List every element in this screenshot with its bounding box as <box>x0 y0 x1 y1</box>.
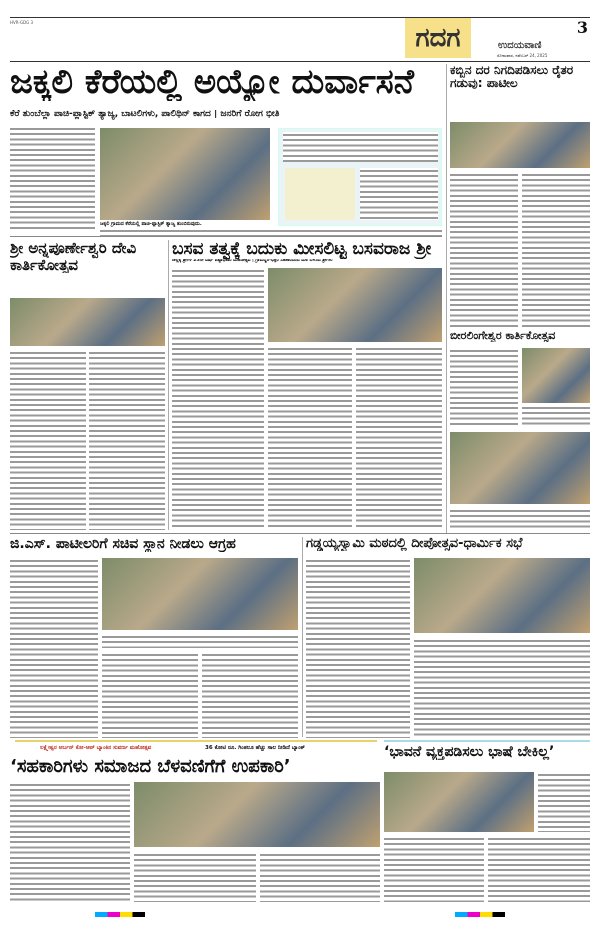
basava-headline: ಬಸವ ತತ್ವಕ್ಕೆ ಬದುಕು ಮೀಸಲಿಟ್ಟ ಬಸವರಾಜ ಶ್ರೀ <box>172 240 432 259</box>
farmers-photo <box>450 122 590 168</box>
page-code: HVR-GDG 3 <box>10 20 34 25</box>
bank-kicker-2: 36 ಕೋಟಿ ರೂ. ಗಿಂತಲೂ ಹೆಚ್ಚು ಸಾಲ ನೀಡಿದೆ ಬ್ಯಾಂಕ್ <box>205 745 305 751</box>
color-registration-marks <box>95 912 145 917</box>
language-photo <box>384 772 534 832</box>
patil-photo <box>102 558 298 630</box>
bank-kicker: ಲಕ್ಷ್ಮೇಶ್ವರ ಅರ್ಬನ್ ಕೋ-ಆಪ್ ಬ್ಯಾಂಕಿನ ಸುವರ್ಣ ಮಹೋತ್ಸವ <box>40 745 152 751</box>
lake-photo <box>100 128 270 220</box>
date: ಸೋಮವಾರ, ನವೆಂಬರ್ 24, 2025 <box>497 53 548 58</box>
annapurna-headline: ಶ್ರೀ ಅನ್ನಪೂರ್ಣೇಶ್ವರಿ ದೇವಿ ಕಾರ್ತಿಕೋತ್ಸವ <box>10 240 137 273</box>
beeralinga-headline: ಬೀರಲಿಂಗೇಶ್ವರ ಕಾರ್ತಿಕೋತ್ಸವ <box>450 330 556 342</box>
lead-headline: ಜಕ್ಕಲಿ ಕೆರೆಯಲ್ಲಿ ಅಯ್ಯೋ ದುರ್ವಾಸನೆ <box>10 64 415 102</box>
language-headline: ‘ಭಾವನೆ ವ್ಯಕ್ತಪಡಿಸಲು ಭಾಷೆ ಬೇಕಿಲ್ಲ’ <box>384 745 555 760</box>
lead-caption: ಜಕ್ಕಲಿ ಗ್ರಾಮದ ಕೆರೆಯಲ್ಲಿ ಪಾಚಿ-ಪ್ಲಾಸ್ಟಿಕ್ ತ್ಯಾಜ್ಯ ತುಂಬಿರುವುದು. <box>100 221 202 227</box>
basava-photo <box>268 268 442 342</box>
lead-subhead: ಕೆರೆ ತುಂಬೆಲ್ಲಾ ಪಾಚಿ-ಪ್ಲಾಸ್ಟಿಕ್ ತ್ಯಾಜ್ಯ, ಬಾಟಲಿಗಳು, ಪಾಲಿಥಿನ್ ಕಾಗದ | ಜನರಿಗೆ ರೋಗ ಭೀತಿ <box>10 110 280 119</box>
gaddayya-photo <box>414 558 590 633</box>
bank-headline: ‘ಸಹಕಾರಿಗಳು ಸಮಾಜದ ಬೆಳವಣಿಗೆಗೆ ಉಪಕಾರಿ’ <box>10 757 291 777</box>
paper-name: ಉದಯವಾಣಿ <box>498 40 542 51</box>
right-top-headline: ಕಬ್ಬಿನ ದರ ನಿಗದಿಪಡಿಸಲು ರೈತರ ಗಡುವು: ಪಾಟೀಲ <box>450 64 574 91</box>
basava-subhead: ಚೆಲ್ಲಿಕ್ಕೆ ಶ್ರೀಗಳ 25ನೇ ವರ್ಷ ಪಟ್ಟಾಧಿಕಾರ ಮಹೋತ್ಸವ | ಗ್ರಾಮಸ್ಥರ-ಭಕ್ತರ ಸಹಕಾರದಿಂದ ಮಠ ಬೆಳೆಸಿದ ಶ್ರೀಗಳು <box>172 259 333 263</box>
page-number: 3 <box>576 18 588 37</box>
patil-headline: ಜಿ.ಎಸ್. ಪಾಟೀಲರಿಗೆ ಸಚಿವ ಸ್ಥಾನ ನೀಡಲು ಆಗ್ರಹ <box>10 537 236 552</box>
bank-photo <box>134 782 380 847</box>
gaddayya-headline: ಗಡ್ಡಯ್ಯಸ್ವಾಮಿ ಮಠದಲ್ಲಿ ದೀಪೋತ್ಸವ-ಧಾರ್ಮಿಕ ಸಭೆ <box>306 537 523 551</box>
section-title: ಗದಗ <box>405 18 471 58</box>
